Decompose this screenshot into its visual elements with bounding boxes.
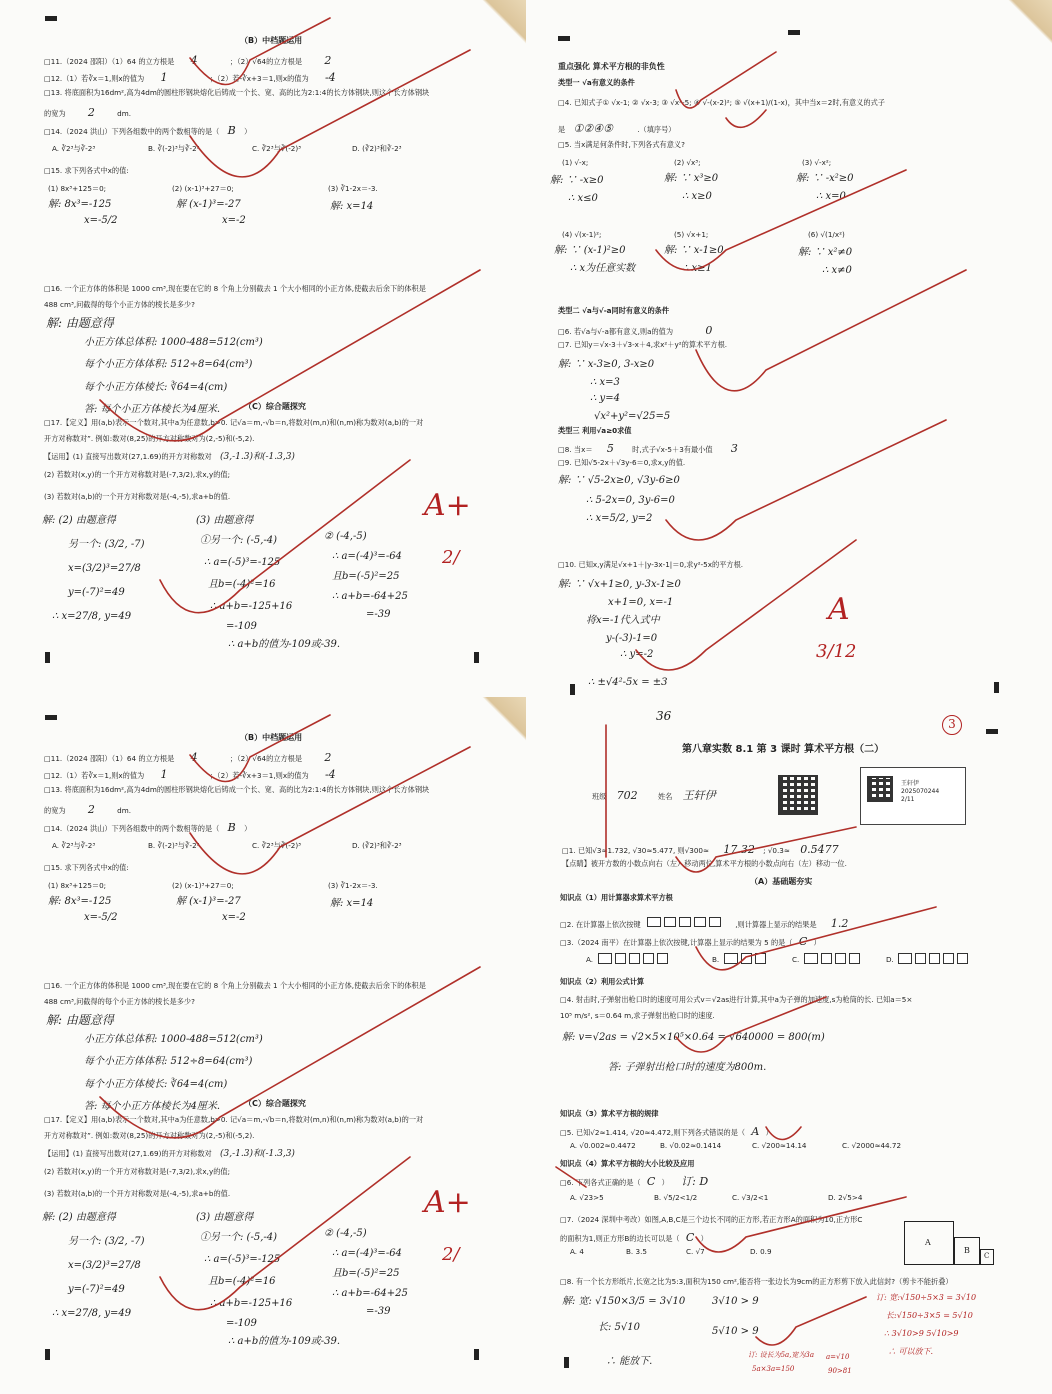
question-17-part3: (3) 若数对(a,b)的一个开方对称数对是(-4,-5),求a+b的值. (44, 492, 231, 501)
q5-part-1: (1) √-x; (562, 158, 589, 167)
handwritten-work: 解 (x-1)³=-27 (176, 896, 241, 907)
answer-blank: -4 (324, 768, 336, 781)
handwritten-work: 每个小正方体棱长: ∛64=4(cm) (84, 1079, 228, 1090)
handwritten-work: x=-2 (222, 912, 246, 923)
handwritten-work: 解: 8x³=-125 (48, 199, 112, 210)
handwritten-work: =-39 (366, 609, 391, 620)
handwritten-work: √x²+y²=√25=5 (594, 411, 671, 422)
question-6: □6. 下列各式正确的是（ C ） 订: D (560, 1175, 709, 1188)
registration-mark (45, 16, 57, 21)
question-17-part2: (2) 若数对(x,y)的一个开方对称数对是(-7,3/2),求x,y的值; (44, 1167, 230, 1176)
knowledge-point: 知识点（2）利用公式计算 (560, 977, 645, 986)
handwritten-work: 答: 每个小正方体棱长为4厘米. (84, 1101, 221, 1112)
handwritten-work: ∴ x=3 (590, 377, 620, 388)
handwritten-work: 答: 每个小正方体棱长为4厘米. (84, 404, 221, 415)
choice-answer: B (227, 821, 236, 834)
q15-part-1: (1) 8x³+125＝0; (48, 881, 107, 890)
type-heading: 类型二 √a与√-a同时有意义的条件 (558, 306, 670, 315)
handwritten-work: 解: x=14 (330, 201, 374, 212)
handwritten-work: 解: 宽: √150×3/5 = 3√10 (562, 1296, 686, 1307)
option-b: B. √5/2<1/2 (654, 1193, 698, 1202)
question-15: □15. 求下列各式中x的值: (44, 863, 129, 872)
qr-code (778, 775, 818, 815)
section-title: （B）中档题运用 (240, 36, 303, 45)
q5-part-3: (3) √-x²; (802, 158, 832, 167)
handwritten-work: 解: ∵ -x≥0 (550, 175, 604, 186)
worksheet-page-bottom-left (0, 697, 526, 1394)
question-8: □8. 有一个长方形纸片,长宽之比为5:3,面积为150 cm²,能否将一张边长为9cm的正方形剪下放入此信封?（剪卡不能折叠） (560, 1277, 953, 1286)
worksheet-title: 第八章实数 8.1 第 3 课时 算术平方根（二） (682, 744, 885, 755)
handwritten-work: 解: 由题意得 (46, 316, 114, 330)
registration-mark (564, 1357, 569, 1368)
handwritten-work: 另一个: (3/2, -7) (68, 1236, 145, 1247)
handwritten-work: ∴ x≥1 (682, 263, 712, 274)
handwritten-work: (3) 由题意得 (196, 515, 254, 526)
handwritten-work: 小正方体总体积: 1000-488=512(cm³) (84, 1034, 263, 1045)
correction-note: 订: 宽:√150÷5×3 = 3√10 (876, 1293, 977, 1302)
option-c: C. ∛2³与∛(-2)³ (252, 841, 302, 850)
option-c: C. √3/2<1 (732, 1193, 769, 1202)
option-a: A. ∛2³与∛-2³ (52, 841, 96, 850)
option-b: B. ∛(-2)³与∛-2³ (148, 841, 200, 850)
handwritten-work: 解: (2) 由题意得 (42, 515, 116, 526)
option-d: D. (886, 955, 894, 964)
answer-blank: 5 (606, 442, 614, 455)
grade-mark: A (828, 592, 850, 627)
handwritten-work: 解: 由题意得 (46, 1013, 114, 1027)
question-17: □17.【定义】用(a,b)表示一个数对,其中a为任意数,b>0. 记√a＝m,-√b＝n,将数对(m,n)和(n,m)称为数对(a,b)的一对 (44, 1115, 424, 1124)
registration-mark (994, 682, 999, 693)
handwritten-work: 解: ∵ √x+1≥0, y-3x-1≥0 (558, 579, 681, 590)
handwritten-work: 每个小正方体体积: 512÷8=64(cm³) (84, 1056, 253, 1067)
handwritten-work: y=(-7)²=49 (68, 587, 125, 598)
question-16-cont: 488 cm³,问截得的每个小正方体的棱长是多少? (44, 997, 195, 1006)
handwritten-work: ∴ x≥0 (682, 191, 712, 202)
registration-mark (986, 729, 998, 734)
handwritten-work: ∴ x=27/8, y=49 (52, 611, 132, 622)
handwritten-work: ∴ x≤0 (568, 193, 598, 204)
knowledge-point: 知识点（3）算术平方根的规律 (560, 1109, 659, 1118)
student-name: 王轩伊 (682, 789, 716, 802)
handwritten-work: x=-5/2 (84, 912, 118, 923)
handwritten-work: ∴ x≠0 (822, 265, 852, 276)
option-b: B. 3.5 (626, 1247, 647, 1256)
knowledge-point: 知识点（4）算术平方根的大小比较及应用 (560, 1159, 695, 1168)
correction-note: a=√10 (826, 1353, 850, 1361)
correction-note: 订: 设长为5a,宽为3a (748, 1351, 815, 1359)
question-17-cont: 开方对称数对”. 例如:数对(8,25)的开方对称数对为(2,-5)和(-5,2). (44, 1131, 255, 1140)
handwritten-work: ∴ a+b=-64+25 (332, 591, 408, 602)
handwritten-work: 每个小正方体体积: 512÷8=64(cm³) (84, 359, 253, 370)
choice-answer: C (646, 1175, 656, 1188)
square-b: B (954, 1237, 980, 1265)
handwritten-work: ∴ y=-2 (620, 649, 654, 660)
correction-note: ∴ 可以放下. (888, 1347, 934, 1356)
answer-blank: 2 (324, 751, 332, 764)
registration-mark (45, 652, 50, 663)
question-1: □1. 已知√3≈1.732, √30≈5.477, 则√300≈ 17.32 ; √0.3≈ 0.5477 (562, 843, 839, 856)
registration-mark (474, 652, 479, 663)
handwritten-work: 且b=(-4)²=16 (208, 1276, 276, 1287)
worksheet-page-top-left (0, 0, 526, 697)
worksheet-page-top-right (526, 0, 1052, 697)
question-16-cont: 488 cm³,问截得的每个小正方体的棱长是多少? (44, 300, 195, 309)
answer-blank: 2 (87, 106, 95, 119)
section-title: （C）综合题探究 (244, 402, 306, 411)
question-7: □7.（2024 深圳中考改）如图,A,B,C是三个边长不同的正方形,若正方形A的面积为10,正方形C (560, 1215, 863, 1224)
handwritten-work: ∴ a=(-4)³=-64 (332, 1248, 402, 1259)
question-17-cont: 开方对称数对”. 例如:数对(8,25)的开方对称数对为(2,-5)和(-5,2). (44, 434, 255, 443)
registration-mark (45, 1349, 50, 1360)
handwritten-work: ② (-4,-5) (324, 1228, 367, 1239)
option-a: A. 4 (570, 1247, 584, 1256)
handwritten-work: ∴ x=27/8, y=49 (52, 1308, 132, 1319)
handwritten-work: ∴ a+b的值为-109或-39. (228, 639, 341, 650)
handwritten-work: 解: v=√2as = √2×5×10⁵×0.64 = √640000 = 800(m) (562, 1032, 825, 1043)
answer-blank: 3 (730, 442, 738, 455)
handwritten-work: ∴ a+b=-125+16 (210, 601, 293, 612)
page-number: 36 (656, 709, 672, 723)
question-8: □8. 当x＝ 5 时,式子√x-5＋3有最小值 3 (558, 442, 738, 455)
question-10: □10. 已知x,y满足√x+1＋|y-3x-1|＝0,求y²-5x的平方根. (558, 560, 744, 569)
handwritten-work: 解: 8x³=-125 (48, 896, 112, 907)
q5-part-2: (2) √x³; (674, 158, 701, 167)
calculator-keys-a (598, 953, 688, 965)
question-16: □16. 一个正方体的体积是 1000 cm³,现在要在它的 8 个角上分别截去 1 个大小相同的小正方体,使截去后余下的体积是 (44, 284, 426, 293)
handwritten-work: =-109 (226, 1318, 257, 1329)
option-c: C. √7 (686, 1247, 705, 1256)
handwritten-work: 解: ∵ √5-2x≥0, √3y-6≥0 (558, 475, 680, 486)
option-a: A. √23>5 (570, 1193, 604, 1202)
correction-note: 订: D (681, 1175, 709, 1188)
question-12: □12.（1）若∛x＝1,则x的值为 1 ；（2）若-∛x+3＝1,则x的值为 -4 (44, 71, 336, 84)
q15-part-2: (2) (x-1)³+27＝0; (172, 184, 234, 193)
correction-note: 90>81 (828, 1367, 852, 1375)
answer-blank: 1 (160, 768, 168, 781)
handwritten-work: ∴ a=(-4)³=-64 (332, 551, 402, 562)
option-c: C. √200≈14.14 (752, 1141, 807, 1150)
question-2: □2. 在计算器上依次按键 ,则计算器上显示的结果是 1.2 (560, 917, 849, 930)
question-17-part1: 【运用】(1) 直接写出数对(27,1.69)的开方对称数对 (3,-1.3)和(-1.3,3) (44, 452, 295, 462)
question-13: □13. 将底面积为16dm²,高为4dm的圆柱形钢块熔化后铸成一个长、宽、高的比为2:1:4的长方体钢块,则这个长方体钢块 (44, 785, 430, 794)
choice-answer: B (227, 124, 236, 137)
worksheet-page-bottom-right (526, 697, 1052, 1394)
class-field: 班级 702 姓名 王轩伊 (592, 789, 716, 802)
grade-mark: A+ (424, 1185, 471, 1220)
handwritten-work: 且b=(-5)²=25 (332, 571, 400, 582)
key (679, 917, 691, 927)
page-corner-fold (482, 697, 526, 741)
section-title: （B）中档题运用 (240, 733, 303, 742)
option-c: C. (792, 955, 800, 964)
handwritten-answer: 答: 子弹射出枪口时的速度为800m. (608, 1062, 767, 1073)
answer-blank: 0.5477 (800, 843, 839, 856)
handwritten-work: 且b=(-5)²=25 (332, 1268, 400, 1279)
knowledge-point: 知识点（1）用计算器求算术平方根 (560, 893, 673, 902)
handwritten-work: 且b=(-4)²=16 (208, 579, 276, 590)
option-c: C. ∛2³与∛(-2)³ (252, 144, 302, 153)
option-b: B. ∛(-2)³与∛-2³ (148, 144, 200, 153)
handwritten-work: 将x=-1代入式中 (586, 615, 660, 626)
answer-blank: 0 (705, 324, 713, 337)
handwritten-work: 解: ∵ x-1≥0 (664, 245, 724, 256)
grade-mark: A+ (424, 488, 471, 523)
handwritten-work: ∴ y=4 (590, 393, 620, 404)
calculator-keys-c (804, 953, 874, 965)
q15-part-1: (1) 8x³+125＝0; (48, 184, 107, 193)
square-a: A (904, 1221, 954, 1265)
question-16: □16. 一个正方体的体积是 1000 cm³,现在要在它的 8 个角上分别截去 1 个大小相同的小正方体,使截去后余下的体积是 (44, 981, 426, 990)
q5-part-4: (4) √(x-1)²; (562, 230, 602, 239)
question-5: □5. 已知√2≈1.414, √20≈4.472,则下列各式错误的是（ A ） (560, 1125, 773, 1138)
grade-mark: 2/ (442, 1244, 460, 1265)
q5-part-5: (5) √x+1; (674, 230, 709, 239)
handwritten-work: 另一个: (3/2, -7) (68, 539, 145, 550)
registration-mark (570, 684, 575, 695)
answer-blank: 4 (190, 54, 198, 67)
handwritten-work: ∴ 5-2x=0, 3y-6=0 (586, 495, 675, 506)
key (694, 917, 706, 927)
handwritten-work: 解: ∵ (x-1)²≥0 (554, 245, 626, 256)
question-12: □12.（1）若∛x＝1,则x的值为 1 ；（2）若-∛x+3＝1,则x的值为 -4 (44, 768, 336, 781)
handwritten-work: ② (-4,-5) (324, 531, 367, 542)
handwritten-work: 长: 5√10 (598, 1322, 641, 1333)
q15-part-2: (2) (x-1)³+27＝0; (172, 881, 234, 890)
q5-part-6: (6) √(1/x²) (808, 230, 845, 239)
correction-note: 长:√150÷3×5 = 5√10 (886, 1311, 973, 1320)
handwritten-work: y-(-3)-1=0 (606, 633, 658, 644)
question-5: □5. 当x满足何条件时,下列各式有意义? (558, 140, 685, 149)
answer-blank: (3,-1.3)和(-1.3,3) (220, 1149, 295, 1159)
answer-blank: 4 (190, 751, 198, 764)
correction-note: 5a×3a=150 (752, 1365, 795, 1373)
handwritten-work: ∴ ±√4²-5x = ±3 (588, 677, 668, 688)
handwritten-work: 解: x=14 (330, 898, 374, 909)
question-14: □14.（2024 洪山）下列各组数中的两个数相等的是（ B ） (44, 124, 252, 137)
key (709, 917, 721, 927)
page-corner-fold (482, 0, 526, 44)
type-heading: 类型三 利用√a≥0求值 (558, 426, 632, 435)
question-6: □6. 若√a与√-a都有意义,则a的值为 0 (558, 324, 713, 337)
handwritten-work: 3√10 > 9 (712, 1296, 759, 1307)
handwritten-work: ∴ x=5/2, y=2 (586, 513, 653, 524)
question-17-part3: (3) 若数对(a,b)的一个开方对称数对是(-4,-5),求a+b的值. (44, 1189, 231, 1198)
handwritten-work: ①另一个: (-5,-4) (200, 535, 278, 546)
handwritten-work: x=(3/2)³=27/8 (68, 1260, 141, 1271)
sticker-text: 2/11 (901, 796, 915, 803)
option-a: A. √0.002≈0.4472 (570, 1141, 636, 1150)
question-3: □3.（2024 南平）在计算器上依次按键,计算器上显示的结果为 5 的是（ C ） (560, 935, 821, 948)
handwritten-work: ∴ a=(-5)³=-125 (204, 1254, 281, 1265)
handwritten-work: ①另一个: (-5,-4) (200, 1232, 278, 1243)
handwritten-work: 解: ∵ x²≠0 (798, 247, 853, 258)
handwritten-work: x=-2 (222, 215, 246, 226)
q15-part-3: (3) ∛1-2x＝-3. (328, 881, 378, 890)
handwritten-work: y=(-7)²=49 (68, 1284, 125, 1295)
handwritten-work: 小正方体总体积: 1000-488=512(cm³) (84, 337, 263, 348)
key (664, 917, 676, 927)
handwritten-work: 每个小正方体棱长: ∛64=4(cm) (84, 382, 228, 393)
handwritten-work: 解: (2) 由题意得 (42, 1212, 116, 1223)
registration-mark (788, 30, 800, 35)
handwritten-work: 解: ∵ x-3≥0, 3-x≥0 (558, 359, 655, 370)
question-15: □15. 求下列各式中x的值: (44, 166, 129, 175)
question-7-cont: 的面积为1,则正方形B的边长可以是（ C ） (560, 1231, 708, 1244)
handwritten-work: ∴ 能放下. (606, 1356, 653, 1367)
answer-blank: 1 (160, 71, 168, 84)
circled-number: 3 (942, 715, 962, 735)
handwritten-work: ∴ a+b=-125+16 (210, 1298, 293, 1309)
sticker-text: 王轩伊 (901, 780, 920, 787)
handwritten-work: =-109 (226, 621, 257, 632)
student-id-sticker (860, 767, 966, 825)
option-d: D. (∛2)³和∛-2³ (352, 841, 402, 850)
question-13-cont: 的宽为 2 dm. (44, 803, 132, 816)
key-sqrt (647, 917, 661, 927)
handwritten-work: (3) 由题意得 (196, 1212, 254, 1223)
question-11: □11.（2024 邵阳）（1）64 的立方根是 4 ；（2）√64的立方根是 2 (44, 751, 332, 764)
handwritten-work: 解 (x-1)³=-27 (176, 199, 241, 210)
answer-blank: 2 (87, 803, 95, 816)
question-11: □11.（2024 邵阳）（1）64 的立方根是 4 ；（2）√64的立方根是 2 (44, 54, 332, 67)
answer-blank: ①②④⑤ (573, 122, 613, 135)
question-13-cont: 的宽为 2 dm. (44, 106, 132, 119)
option-b: B. (712, 955, 720, 964)
handwritten-work: x+1=0, x=-1 (608, 597, 674, 608)
sticker-text: 2025070244 (901, 788, 940, 795)
handwritten-work: ∴ a=(-5)³=-125 (204, 557, 281, 568)
page-corner-fold (1008, 0, 1052, 44)
grade-mark: 3/12 (816, 641, 857, 662)
option-a: A. (586, 955, 594, 964)
section-title: （A）基础题夯实 (750, 877, 813, 886)
type-heading: 类型一 √a有意义的条件 (558, 78, 635, 87)
registration-mark (45, 715, 57, 720)
answer-blank: 17.32 (723, 843, 755, 856)
handwritten-work: ∴ a+b的值为-109或-39. (228, 1336, 341, 1347)
choice-answer: C (798, 935, 808, 948)
q15-part-3: (3) ∛1-2x＝-3. (328, 184, 378, 193)
section-heading: 重点强化 算术平方根的非负性 (558, 62, 665, 71)
answer-blank: 2 (324, 54, 332, 67)
registration-mark (558, 36, 570, 41)
choice-answer: A (751, 1125, 760, 1138)
handwritten-work: x=(3/2)³=27/8 (68, 563, 141, 574)
question-14: □14.（2024 洪山）下列各组数中的两个数相等的是（ B ） (44, 821, 252, 834)
answer-blank: 1.2 (830, 917, 849, 930)
option-d: D. 2√5>4 (828, 1193, 863, 1202)
question-17-part2: (2) 若数对(x,y)的一个开方对称数对是(-7,3/2),求x,y的值; (44, 470, 230, 479)
question-17-part1: 【运用】(1) 直接写出数对(27,1.69)的开方对称数对 (3,-1.3)和(-1.3,3) (44, 1149, 295, 1159)
question-17: □17.【定义】用(a,b)表示一个数对,其中a为任意数,b>0. 记√a＝m,-√b＝n,将数对(m,n)和(n,m)称为数对(a,b)的一对 (44, 418, 424, 427)
calculator-keys-b (724, 953, 774, 965)
tip-note: 【点睛】被开方数的小数点向右（左）移动两位,算术平方根的小数点向右（左）移动一位. (562, 859, 847, 868)
answer-blank: (3,-1.3)和(-1.3,3) (220, 452, 295, 462)
option-d: C. √2000≈44.72 (842, 1141, 902, 1150)
handwritten-work: 5√10 > 9 (712, 1326, 759, 1337)
option-d: D. 0.9 (750, 1247, 772, 1256)
answer-blank: -4 (324, 71, 336, 84)
class-value: 702 (616, 789, 638, 802)
choice-answer: C (685, 1231, 695, 1244)
question-4-cont: 10⁵ m/s², s＝0.64 m,求子弹射出枪口时的速度. (560, 1011, 715, 1020)
grade-mark: 2/ (442, 547, 460, 568)
question-4-cont: 是 ①②④⑤ .（填序号） (558, 122, 676, 135)
handwritten-work: 解: ∵ x³≥0 (664, 173, 719, 184)
calculator-keys-d (898, 953, 978, 965)
sticker-qr-code (867, 776, 893, 802)
calculator-keys (647, 917, 729, 927)
handwritten-work: x=-5/2 (84, 215, 118, 226)
question-13: □13. 将底面积为16dm²,高为4dm的圆柱形钢块熔化后铸成一个长、宽、高的比为2:1:4的长方体钢块,则这个长方体钢块 (44, 88, 430, 97)
square-c: C (980, 1249, 994, 1265)
handwritten-work: ∴ x为任意实数 (570, 263, 636, 274)
option-b: B. √0.02≈0.1414 (660, 1141, 722, 1150)
handwritten-work: =-39 (366, 1306, 391, 1317)
handwritten-work: 解: ∵ -x²≥0 (796, 173, 854, 184)
handwritten-work: ∴ a+b=-64+25 (332, 1288, 408, 1299)
question-4: □4. 射击时,子弹射出枪口时的速度可用公式v＝√2as进行计算,其中a为子弹的加速度,s为枪筒的长. 已知a＝5× (560, 995, 913, 1004)
correction-note: ∴ 3√10>9 5√10>9 (884, 1329, 959, 1338)
option-d: D. (∛2)³和∛-2³ (352, 144, 402, 153)
question-4: □4. 已知式子① √x-1; ② √x-3; ③ √x²-5; ④ √-(x-2)²; ⑤ √(x+1)/(1-x)，其中当x＝2时,有意义的式子 (558, 98, 885, 107)
option-a: A. ∛2³与∛-2³ (52, 144, 96, 153)
question-7: □7. 已知y＝√x-3＋√3-x＋4,求x²＋y²的算术平方根. (558, 340, 728, 349)
registration-mark (474, 1349, 479, 1360)
section-title: （C）综合题探究 (244, 1099, 306, 1108)
question-9: □9. 已知√5-2x＋√3y-6＝0,求x,y的值. (558, 458, 686, 467)
handwritten-work: ∴ x=0 (816, 191, 846, 202)
